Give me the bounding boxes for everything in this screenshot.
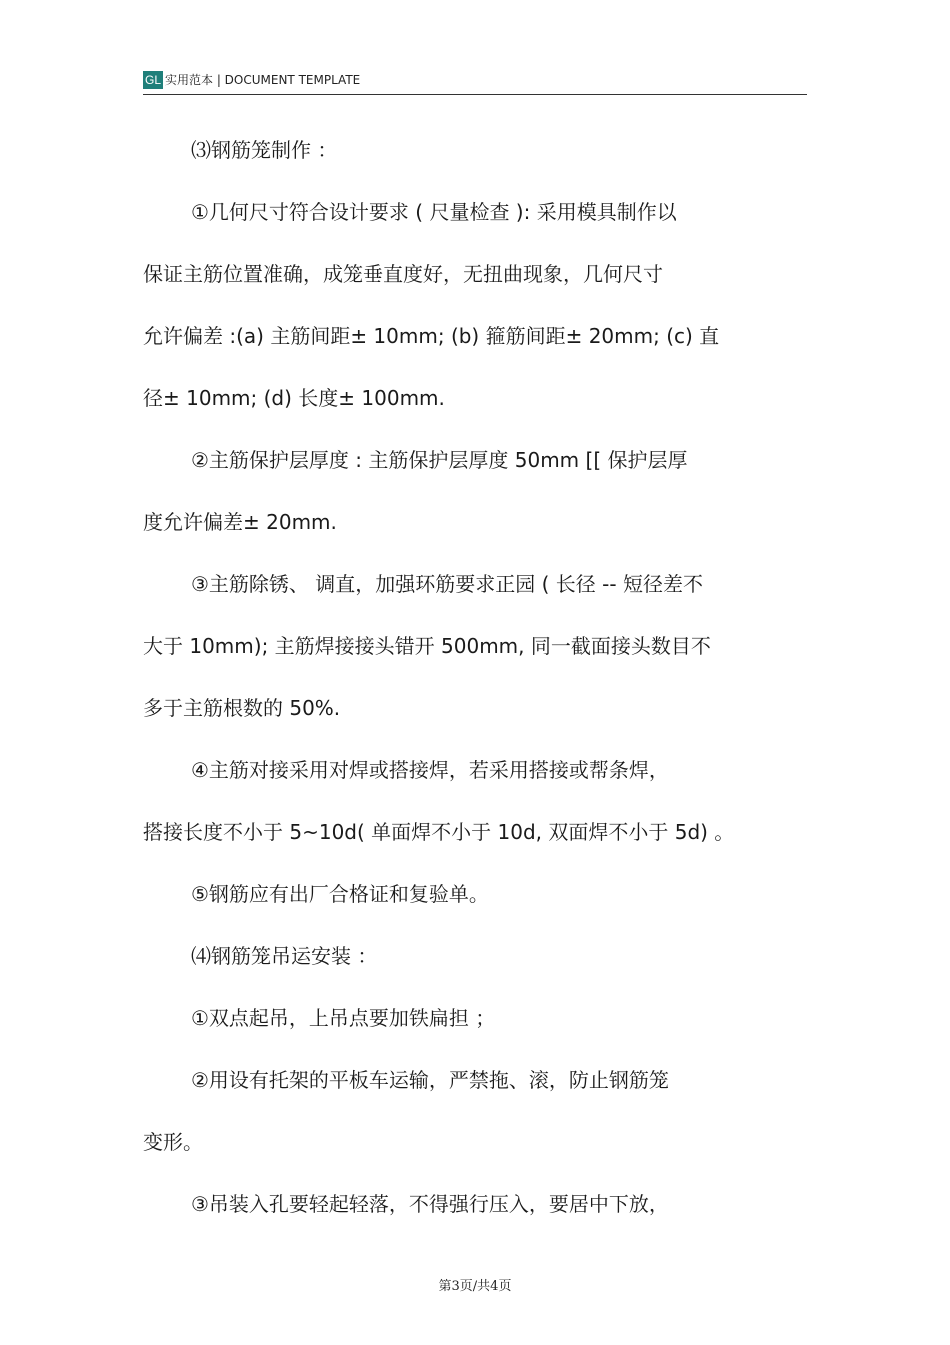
text-line: 度允许偏差± 20mm. xyxy=(143,510,337,534)
header-title: 实用范本 | DOCUMENT TEMPLATE xyxy=(165,73,361,87)
gl-logo: GL xyxy=(144,73,161,87)
page-number: 第3页/共4页 xyxy=(438,1279,512,1294)
text-line: ②主筋保护层厚度 : 主筋保护层厚度 50mm [[ 保护层厚 xyxy=(191,448,688,472)
text-line: 大于 10mm); 主筋焊接接头错开 500mm, 同一截面接头数目不 xyxy=(143,634,711,658)
text-line: ⑤钢筋应有出厂合格证和复验单。 xyxy=(191,882,489,906)
text-line: ①几何尺寸符合设计要求 ( 尺量检查 ): 采用模具制作以 xyxy=(191,200,677,224)
text-line: 变形。 xyxy=(143,1130,203,1154)
text-line: ⑷钢筋笼吊运安装 ： xyxy=(191,944,378,968)
text-line: ④主筋对接采用对焊或搭接焊，若采用搭接或帮条焊， xyxy=(191,758,669,782)
text-line: 保证主筋位置准确，成笼垂直度好，无扭曲现象，几何尺寸 xyxy=(143,262,663,286)
text-line: ③吊装入孔要轻起轻落，不得强行压入，要居中下放， xyxy=(191,1192,669,1216)
text-line: 允许偏差 :(a) 主筋间距± 10mm; (b) 箍筋间距± 20mm; (c) 直 xyxy=(143,324,720,348)
text-line: ①双点起吊，上吊点要加铁扁担 ； xyxy=(191,1006,496,1030)
text-line: ⑶钢筋笼制作 ： xyxy=(191,138,338,162)
page-header xyxy=(143,68,807,95)
text-line: ③主筋除锈、 调直，加强环筋要求正园 ( 长径 -- 短径差不 xyxy=(191,572,703,596)
text-line: ②用设有托架的平板车运输，严禁拖、滚，防止钢筋笼 xyxy=(191,1068,669,1092)
text-line: 径± 10mm; (d) 长度± 100mm. xyxy=(143,386,445,410)
text-line: 多于主筋根数的 50%. xyxy=(143,696,341,720)
text-line: 搭接长度不小于 5~10d( 单面焊不小于 10d, 双面焊不小于 5d) 。 xyxy=(143,820,735,844)
